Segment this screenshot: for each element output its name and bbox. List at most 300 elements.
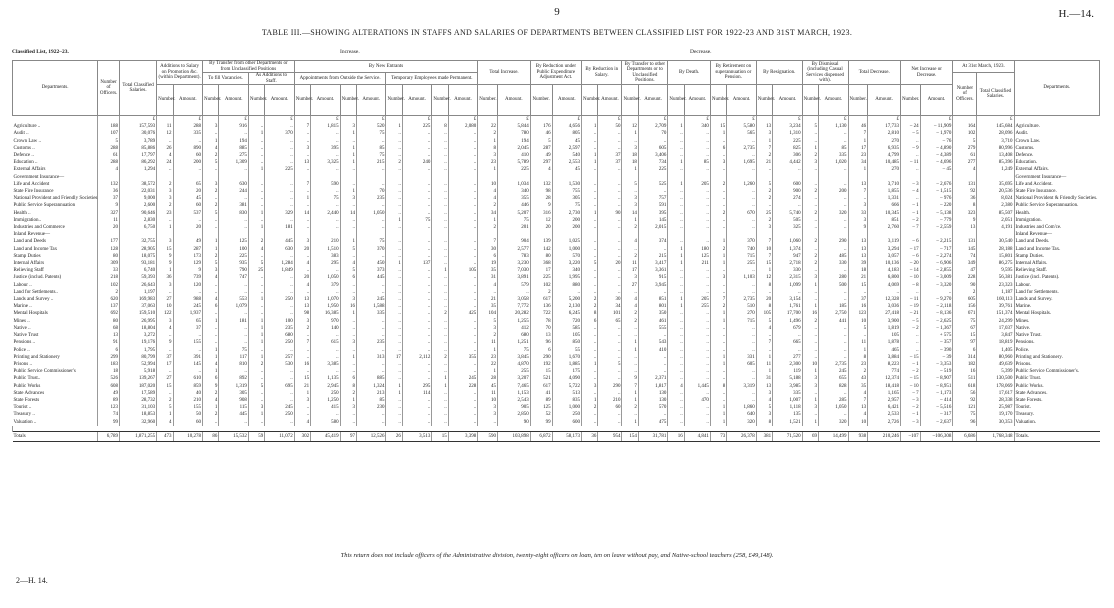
- cell-oa-a: 75: [357, 238, 386, 245]
- cell-tv-n: 1: [386, 260, 402, 267]
- cell-de-a: ..: [684, 318, 710, 325]
- cell-ad-n: 1: [157, 267, 173, 274]
- table-row: [13, 310, 1100, 317]
- cell-de-n: ..: [668, 289, 684, 296]
- cell-oa-a: ..: [357, 282, 386, 289]
- cell-tp-n: ..: [432, 274, 448, 281]
- cell-tf-a: 15,532: [219, 431, 248, 441]
- cell-ti-a: ..: [497, 289, 530, 296]
- cell-off2: 2: [953, 289, 977, 296]
- table-row: [13, 217, 1100, 224]
- cell-re-n: 73: [710, 431, 726, 441]
- cell-rg-a: 1,761: [773, 303, 803, 310]
- cell-re-a: ..: [727, 152, 757, 159]
- cell-td-n: [848, 174, 868, 181]
- rp-amount-head: Amount.: [552, 85, 581, 116]
- cell-tv-a: ..: [402, 296, 431, 303]
- cell-di-a: ..: [819, 202, 848, 209]
- cell-di-n: [802, 231, 818, 238]
- cell-ni-n: – 2: [900, 217, 920, 224]
- cell-sal: 2,600: [120, 202, 157, 209]
- cell-rp-n: 139: [530, 238, 552, 245]
- cell-to-n: 9: [622, 375, 638, 382]
- cell-ad-n: 3: [157, 188, 173, 195]
- cell-rp-a: 45: [552, 138, 581, 145]
- cell-ni-a: – 6,906: [920, 260, 953, 267]
- cell-rs-a: ..: [598, 224, 622, 231]
- cell-ni-n: – 3: [900, 397, 920, 404]
- cell-tf-a: 1,079: [219, 303, 248, 310]
- cell-rg-a: 71,520: [773, 431, 803, 441]
- cell-re-a: 370: [727, 238, 757, 245]
- cell-di-a: 290: [819, 238, 848, 245]
- cell-ti-n: 1: [478, 368, 498, 375]
- cell-sal2: 86,275: [977, 260, 1014, 267]
- cell-tf-n: 1: [203, 404, 219, 411]
- cell-ni-n: – 11: [900, 159, 920, 166]
- cell-tp-a: ..: [448, 217, 478, 224]
- cell-ad-a: 200: [173, 159, 203, 166]
- currency-symbol: £: [598, 116, 622, 124]
- cell-to-a: 3,361: [638, 267, 668, 274]
- cell-off: 37: [98, 195, 120, 202]
- cell-re-n: 1: [710, 361, 726, 368]
- cell-to-n: ..: [622, 289, 638, 296]
- cell-tv-a: ..: [402, 404, 431, 411]
- cell-rp-a: 4,090: [552, 375, 581, 382]
- cell-td-a: 3,119: [868, 238, 901, 245]
- cell-di-n: ..: [802, 339, 818, 346]
- cell-to-a: 461: [638, 318, 668, 325]
- cell-tp-a: 355: [448, 354, 478, 361]
- rg-amount-head: Amount.: [773, 85, 803, 116]
- cell-tv-n: ..: [386, 339, 402, 346]
- table-row: [13, 166, 1100, 173]
- cell-tf-n: 1: [203, 368, 219, 375]
- cell-ni-n: – 9: [900, 145, 920, 152]
- department-name: Government Insurance—: [13, 174, 65, 180]
- cell-tf-a: ..: [219, 325, 248, 332]
- cell-off: 526: [98, 375, 120, 382]
- cell-re-n: ..: [710, 368, 726, 375]
- cell-sal: 6,750: [120, 224, 157, 231]
- cell-td-n: 37: [848, 296, 868, 303]
- cell-ad-a: 610: [173, 375, 203, 382]
- cell-ni-a: – 76: [920, 138, 953, 145]
- classified-list-label: Classified List, 1922–23.: [12, 49, 69, 55]
- department-name: Public Service Commissioner's: [13, 369, 76, 375]
- cell-of-a: ..: [311, 332, 340, 339]
- cell-to-n: 2: [622, 310, 638, 317]
- cell-tp-n: ..: [432, 138, 448, 145]
- cell-ta-n: 1: [248, 332, 264, 339]
- cell-ni-a: – 390: [920, 347, 953, 354]
- cell-tf-n: 5: [203, 210, 219, 217]
- cell-di-a: 1,130: [819, 123, 848, 130]
- department-name-right: Native Trust.: [1014, 332, 1099, 339]
- cell-sal: 157,593: [120, 123, 157, 130]
- table-row: [13, 419, 1100, 426]
- cell-rs-a: 37: [598, 152, 622, 159]
- cell-rg-n: 7: [756, 253, 772, 260]
- cell-rp-n: [530, 231, 552, 238]
- cell-tf-n: 1: [203, 318, 219, 325]
- cell-off: 6,789: [98, 431, 120, 441]
- cell-to-a: 605: [638, 145, 668, 152]
- cell-td-n: 13: [848, 253, 868, 260]
- cell-to-a: 757: [638, 195, 668, 202]
- cell-tv-a: ..: [402, 375, 431, 382]
- currency-symbol: £: [402, 116, 431, 124]
- cell-oa-n: ..: [340, 289, 356, 296]
- cell-ti-n: 11: [478, 390, 498, 397]
- cell-sal: 3,789: [120, 138, 157, 145]
- table-row: [13, 332, 1100, 339]
- cell-tf-n: [203, 174, 219, 181]
- cell-to-a: 225: [638, 166, 668, 173]
- cell-to-n: 5: [622, 181, 638, 188]
- cell-tv-n: ..: [386, 296, 402, 303]
- cell-ta-n: 1: [248, 325, 264, 332]
- cell-tf-n: 2: [203, 390, 219, 397]
- cell-of-n: 1: [294, 195, 310, 202]
- cell-ta-a: 1,284: [265, 260, 295, 267]
- cell-td-n: 16: [848, 303, 868, 310]
- cell-off: 6: [98, 347, 120, 354]
- cell-ni-a: ..: [920, 289, 953, 296]
- cell-rp-a: 200: [552, 217, 581, 224]
- cell-di-a: 1,020: [819, 159, 848, 166]
- cell-ta-n: ..: [248, 289, 264, 296]
- cell-tv-a: ..: [402, 195, 431, 202]
- cell-oa-n: 3: [340, 404, 356, 411]
- cell-ta-a: ..: [265, 282, 295, 289]
- cell-off2: 97: [953, 339, 977, 346]
- cell-rs-a: ..: [598, 246, 622, 253]
- cell-re-a: ..: [727, 195, 757, 202]
- cell-off: 692: [98, 310, 120, 317]
- cell-oa-a: 12,526: [357, 431, 386, 441]
- cell-tp-n: ..: [432, 145, 448, 152]
- cell-sal: 187,020: [120, 383, 157, 390]
- cell-rs-a: 34: [598, 303, 622, 310]
- department-name: Agriculture ..: [13, 124, 41, 130]
- currency-spacer: [953, 116, 977, 124]
- cell-rs-n: ..: [582, 138, 598, 145]
- table-row: [13, 224, 1100, 231]
- cell-tp-a: ..: [448, 404, 478, 411]
- cell-td-n: 10: [848, 318, 868, 325]
- cell-ad-n: 3: [157, 282, 173, 289]
- cell-rp-n: 225: [530, 274, 552, 281]
- cell-td-n: 2: [848, 368, 868, 375]
- cell-di-a: ..: [819, 289, 848, 296]
- cell-rp-a: 755: [552, 188, 581, 195]
- cell-of-n: 3: [294, 145, 310, 152]
- cell-de-a: ..: [684, 138, 710, 145]
- cell-td-a: 6,935: [868, 145, 901, 152]
- cell-tv-n: ..: [386, 267, 402, 274]
- cell-rg-n: 7: [756, 145, 772, 152]
- cell-de-n: ..: [668, 347, 684, 354]
- cell-re-n: 1: [710, 419, 726, 426]
- cell-ad-n: 122: [157, 310, 173, 317]
- cell-rg-a: ..: [773, 166, 803, 173]
- cell-td-a: 666: [868, 202, 901, 209]
- cell-tf-a: ..: [219, 130, 248, 137]
- currency-symbol: £: [773, 116, 803, 124]
- cell-tv-n: ..: [386, 310, 402, 317]
- col-officers-31-march: Number of Officers.: [953, 73, 977, 116]
- table-row: [13, 339, 1100, 346]
- cell-ni-n: ..: [900, 347, 920, 354]
- cell-ti-a: 412: [497, 325, 530, 332]
- cell-rp-a: 75: [552, 202, 581, 209]
- cell-ta-n: 25: [248, 267, 264, 274]
- cell-td-a: 105: [868, 332, 901, 339]
- cell-td-n: 123: [848, 310, 868, 317]
- cell-rs-n: ..: [582, 166, 598, 173]
- cell-of-a: ..: [311, 368, 340, 375]
- cell-ta-a: 250: [265, 296, 295, 303]
- cell-ni-a: – 9,270: [920, 296, 953, 303]
- cell-di-a: 2,750: [819, 310, 848, 317]
- cell-ni-n: [900, 231, 920, 238]
- cell-de-a: ..: [684, 368, 710, 375]
- ad-amount-head: Amount.: [173, 85, 203, 116]
- cell-di-n: ..: [802, 202, 818, 209]
- cell-tp-a: ..: [448, 397, 478, 404]
- cell-off: 80: [98, 318, 120, 325]
- cell-off2: 671: [953, 310, 977, 317]
- cell-ni-n: – 7: [900, 224, 920, 231]
- cell-to-n: ..: [622, 138, 638, 145]
- cell-oa-a: [357, 231, 386, 238]
- cell-ta-a: 225: [265, 166, 295, 173]
- cell-of-n: ..: [294, 332, 310, 339]
- cell-tp-a: ..: [448, 210, 478, 217]
- cell-ni-n: – 1: [900, 361, 920, 368]
- cell-oa-n: 3: [340, 339, 356, 346]
- cell-di-n: ..: [802, 166, 818, 173]
- cell-tv-a: ..: [402, 339, 431, 346]
- cell-rs-n: 1: [582, 361, 598, 368]
- cell-rs-a: ..: [598, 166, 622, 173]
- department-name: Treasury ..: [13, 412, 35, 418]
- cell-tp-n: ..: [432, 130, 448, 137]
- cell-to-a: [638, 174, 668, 181]
- cell-off: 13: [98, 332, 120, 339]
- cell-sal: 37,063: [120, 303, 157, 310]
- cell-ni-a: – 1,970: [920, 130, 953, 137]
- cell-rg-n: 7: [756, 339, 772, 346]
- cell-re-n: 6: [710, 145, 726, 152]
- cell-td-n: 4: [848, 411, 868, 418]
- cell-off: 102: [98, 282, 120, 289]
- cell-tv-a: [402, 231, 431, 238]
- table-row: [13, 390, 1100, 397]
- cell-tf-a: 830: [219, 210, 248, 217]
- cell-rg-n: 11: [756, 361, 772, 368]
- department-name-right: Justice (incl. Patents).: [1014, 274, 1099, 281]
- cell-tp-n: ..: [432, 318, 448, 325]
- table-row: [13, 361, 1100, 368]
- cell-ti-a: 3,058: [497, 296, 530, 303]
- cell-to-n: 3: [622, 202, 638, 209]
- cell-ta-a: 250: [265, 411, 295, 418]
- cell-rs-n: ..: [582, 419, 598, 426]
- cell-ti-n: 590: [478, 431, 498, 441]
- cell-rg-n: ..: [756, 332, 772, 339]
- cell-of-n: ..: [294, 411, 310, 418]
- cell-rg-a: ..: [773, 202, 803, 209]
- cell-to-n: 2: [622, 318, 638, 325]
- cell-td-a: 270: [868, 138, 901, 145]
- cell-tf-n: [203, 231, 219, 238]
- cell-ta-a: 100: [265, 318, 295, 325]
- cell-tv-a: ..: [402, 274, 431, 281]
- cell-re-n: ..: [710, 332, 726, 339]
- cell-of-n: 13: [294, 296, 310, 303]
- cell-rp-a: 175: [552, 368, 581, 375]
- cell-to-n: [622, 231, 638, 238]
- cell-ti-n: 1: [478, 217, 498, 224]
- cell-rs-n: 6: [582, 318, 598, 325]
- cell-ta-a: ..: [265, 138, 295, 145]
- currency-spacer: [756, 116, 772, 124]
- cell-ta-n: 59: [248, 431, 264, 441]
- cell-tv-n: [386, 231, 402, 238]
- cell-of-a: 1,250: [311, 397, 340, 404]
- cell-de-n: ..: [668, 310, 684, 317]
- cell-ad-a: 739: [173, 274, 203, 281]
- ni-amount-head: Amount.: [920, 85, 953, 116]
- cell-off: 2: [98, 289, 120, 296]
- cell-off: 137: [98, 303, 120, 310]
- cell-off2: 349: [953, 260, 977, 267]
- cell-oa-n: 1: [340, 188, 356, 195]
- cell-of-a: 580: [311, 419, 340, 426]
- col-by-transfer-from: By Transfer from other Departments or from Unclassified Positions: [203, 61, 295, 73]
- cell-off2: 15: [953, 332, 977, 339]
- cell-ta-n: 1: [248, 130, 264, 137]
- cell-sal: 26,995: [120, 318, 157, 325]
- cell-td-a: 3,884: [868, 354, 901, 361]
- currency-spacer: [157, 116, 173, 124]
- cell-td-n: 35: [848, 383, 868, 390]
- cell-re-a: 2,735: [727, 296, 757, 303]
- cell-rg-n: 31: [756, 375, 772, 382]
- cell-ta-n: 3: [248, 404, 264, 411]
- cell-rs-n: 5: [582, 260, 598, 267]
- cell-ta-a: ..: [265, 152, 295, 159]
- cell-rs-a: ..: [598, 368, 622, 375]
- cell-tv-n: ..: [386, 152, 402, 159]
- cell-ad-n: ..: [157, 289, 173, 296]
- cell-ad-n: 10: [157, 303, 173, 310]
- cell-td-n: 8: [848, 354, 868, 361]
- cell-di-n: 1: [802, 145, 818, 152]
- cell-off: 309: [98, 260, 120, 267]
- cell-sal2: 3,847: [977, 332, 1014, 339]
- cell-de-n: ..: [668, 411, 684, 418]
- col-by-reduction-salary: By Reduction in Salary.: [582, 61, 622, 85]
- cell-of-n: 98: [294, 310, 310, 317]
- cell-di-a: 245: [819, 368, 848, 375]
- department-name: Labour ..: [13, 282, 32, 288]
- cell-rp-n: 52: [530, 411, 552, 418]
- cell-off2: 9: [953, 217, 977, 224]
- cell-rp-a: 1,530: [552, 181, 581, 188]
- col-temporary-employees: Temporary Employees made Permanent.: [386, 73, 478, 85]
- cell-ad-a: 210: [173, 397, 203, 404]
- cell-tp-a: ..: [448, 325, 478, 332]
- col-additions-to-salary: Additions to Salary on Promotion &c. (within Department).: [157, 61, 203, 85]
- cell-td-a: 8,223: [868, 361, 901, 368]
- cell-tv-a: 75: [402, 217, 431, 224]
- cell-re-a: 5,580: [727, 123, 757, 130]
- cell-oa-a: 885: [357, 375, 386, 382]
- cell-di-a: ..: [819, 347, 848, 354]
- cell-rp-n: 6: [530, 347, 552, 354]
- cell-sal: [120, 231, 157, 238]
- cell-ti-a: 7,465: [497, 383, 530, 390]
- cell-rg-a: 274: [773, 195, 803, 202]
- cell-de-a: ..: [684, 325, 710, 332]
- col-tf-additions: As Additions to Staff.: [248, 73, 294, 85]
- cell-ti-n: 2: [478, 332, 498, 339]
- cell-re-n: 1: [710, 411, 726, 418]
- cell-ni-a: – 5,138: [920, 210, 953, 217]
- cell-tf-n: 1: [203, 354, 219, 361]
- cell-di-a: 280: [819, 274, 848, 281]
- cell-ta-a: [265, 231, 295, 238]
- cell-of-a: 415: [311, 404, 340, 411]
- cell-ti-a: 904: [497, 238, 530, 245]
- cell-tv-n: ..: [386, 238, 402, 245]
- cell-ad-a: 40: [173, 390, 203, 397]
- cell-of-a: 970: [311, 318, 340, 325]
- cell-de-n: 1: [668, 246, 684, 253]
- cell-ta-n: 1: [248, 354, 264, 361]
- cell-ti-n: 10: [478, 181, 498, 188]
- cell-sal: 93,181: [120, 260, 157, 267]
- cell-rs-n: ..: [582, 390, 598, 397]
- cell-ti-a: 7,030: [497, 267, 530, 274]
- cell-tp-a: ..: [448, 289, 478, 296]
- col-by-retirement: By Retirement on superannuation or Pension.: [710, 61, 756, 85]
- cell-tv-a: ..: [402, 188, 431, 195]
- cell-of-a: ..: [311, 217, 340, 224]
- cell-re-n: 8: [710, 383, 726, 390]
- cell-rp-a: 720: [552, 318, 581, 325]
- cell-rp-a: ..: [552, 289, 581, 296]
- cell-off: 327: [98, 210, 120, 217]
- cell-sal2: 5,399: [977, 368, 1014, 375]
- cell-de-n: ..: [668, 375, 684, 382]
- cell-ni-a: + 575: [920, 332, 953, 339]
- cell-ni-a: – 2,274: [920, 253, 953, 260]
- cell-rg-a: 5,188: [773, 375, 803, 382]
- cell-ni-a: – 519: [920, 368, 953, 375]
- cell-to-n: 154: [622, 431, 638, 441]
- cell-de-n: 1: [668, 123, 684, 130]
- cell-tv-a: ..: [402, 253, 431, 260]
- cell-rg-n: 2: [756, 188, 772, 195]
- cell-ni-a: – 3,320: [920, 282, 953, 289]
- department-name-right: Labour.: [1014, 282, 1099, 289]
- di-number-head: Number.: [802, 85, 818, 116]
